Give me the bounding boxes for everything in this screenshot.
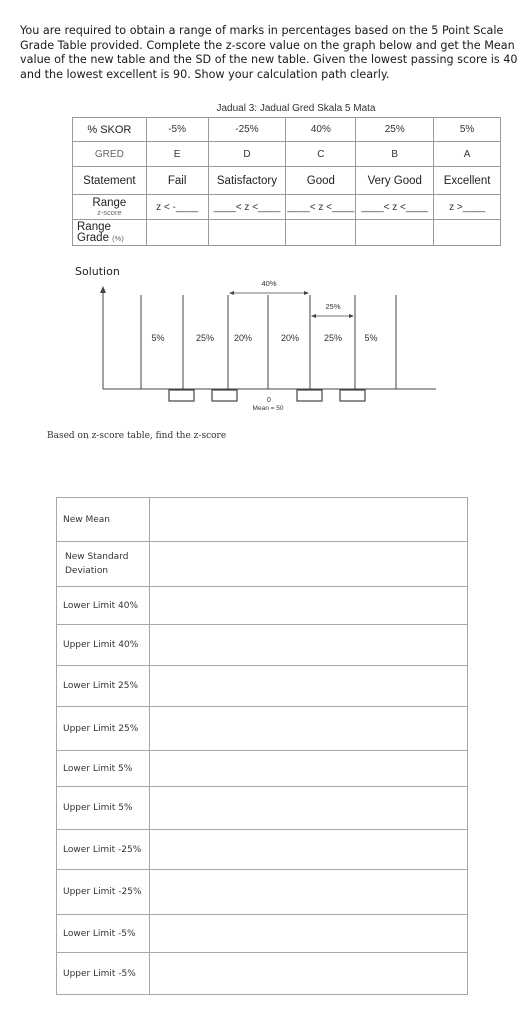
statement-cell: Very Good xyxy=(356,167,434,195)
solution-label: Solution xyxy=(75,265,120,278)
range-grade-row xyxy=(73,220,501,246)
zscore-blank-cell[interactable]: ____< z <____ xyxy=(286,195,356,220)
answer-field[interactable] xyxy=(150,498,468,542)
answer-field[interactable] xyxy=(150,587,468,625)
zscore-blank-cell[interactable]: ____< z <____ xyxy=(208,195,286,220)
segment-percent: 25% xyxy=(323,333,343,343)
zscore-sublabel: z-score xyxy=(97,207,122,217)
answer-field[interactable] xyxy=(150,707,468,751)
answer-row-label: Lower Limit 40% xyxy=(57,587,150,625)
answer-row-label: Lower Limit -5% xyxy=(57,915,150,953)
arrowhead xyxy=(304,291,309,295)
grade-cell: D xyxy=(208,142,286,167)
percent-cell: 40% xyxy=(286,118,356,142)
answer-row xyxy=(57,787,468,830)
answer-field[interactable] xyxy=(150,915,468,953)
zscore-answer-box[interactable] xyxy=(212,390,237,401)
grade-cell: A xyxy=(434,142,501,167)
percent-cell: -25% xyxy=(208,118,286,142)
gred-header: GRED xyxy=(73,142,147,167)
zero-label: 0 xyxy=(267,397,271,404)
range-grade-blank-cell[interactable] xyxy=(356,220,434,246)
y-axis-arrowhead xyxy=(100,286,106,293)
question-text: You are required to obtain a range of marks in percentages based on the 5 Point Scale Grade Table provided. Complete the z-score value on the graph below and get the Mean value of the new table and the SD of the new table. Given the lowest passing score is 40 and the lowest excellent is 90. Show your calculation path clearly. xyxy=(20,24,518,81)
z-score-instruction: Based on z-score table, find the z-score xyxy=(47,431,227,441)
answer-field[interactable] xyxy=(150,953,468,995)
answer-row xyxy=(57,953,468,995)
answer-row xyxy=(57,666,468,707)
answer-row xyxy=(57,625,468,666)
answer-row-label: Lower Limit 5% xyxy=(57,751,150,787)
answer-field[interactable] xyxy=(150,787,468,830)
range-grade-blank-cell[interactable] xyxy=(434,220,501,246)
answer-field[interactable] xyxy=(150,870,468,915)
answer-row xyxy=(57,751,468,787)
zscore-answer-box[interactable] xyxy=(169,390,194,401)
arrowhead xyxy=(229,291,234,295)
answer-field[interactable] xyxy=(150,666,468,707)
percent-cell: 5% xyxy=(434,118,501,142)
answer-row xyxy=(57,915,468,953)
skor-header: % SKOR xyxy=(73,118,147,142)
grade-row xyxy=(73,142,501,167)
answer-row-label: Upper Limit -5% xyxy=(57,953,150,995)
zscore-blank-cell[interactable]: z < -____ xyxy=(146,195,208,220)
answer-row xyxy=(57,587,468,625)
arrowhead xyxy=(349,314,354,318)
range-header xyxy=(73,195,147,220)
answer-field[interactable] xyxy=(150,751,468,787)
answer-row-label: New Mean xyxy=(57,498,150,542)
answer-row-label: Lower Limit 25% xyxy=(57,666,150,707)
grade-cell: B xyxy=(356,142,434,167)
answer-field[interactable] xyxy=(150,830,468,870)
range-grade-blank-cell[interactable] xyxy=(286,220,356,246)
percent-cell: 25% xyxy=(356,118,434,142)
statement-cell: Excellent xyxy=(434,167,501,195)
statement-header: Statement xyxy=(73,167,147,195)
answer-row xyxy=(57,830,468,870)
answer-row-label: New Standard Deviation xyxy=(57,542,150,587)
answer-row xyxy=(57,707,468,751)
statement-cell: Good xyxy=(286,167,356,195)
answer-row-label: Upper Limit -25% xyxy=(57,870,150,915)
answer-row-label: Upper Limit 5% xyxy=(57,787,150,830)
mean-label: Mean = 50 xyxy=(252,405,284,412)
range-grade-blank-cell[interactable] xyxy=(208,220,286,246)
zscore-answer-box[interactable] xyxy=(297,390,322,401)
range-grade-blank-cell[interactable] xyxy=(146,220,208,246)
grade-table-title: Jadual 3: Jadual Gred Skala 5 Mata xyxy=(216,103,376,114)
grade-cell: E xyxy=(146,142,208,167)
range-label: Range xyxy=(92,196,127,209)
segment-percent: 20% xyxy=(280,333,300,343)
zscore-row xyxy=(73,195,501,220)
segment-percent: 5% xyxy=(364,333,378,343)
answer-row xyxy=(57,498,468,542)
range-grade-label: Range Grade xyxy=(77,220,111,244)
segment-percent: 5% xyxy=(151,333,165,343)
segment-percent: 25% xyxy=(195,333,215,343)
grade-cell: C xyxy=(286,142,356,167)
answer-row-label: Upper Limit 25% xyxy=(57,707,150,751)
percent-cell: -5% xyxy=(146,118,208,142)
zscore-answer-box[interactable] xyxy=(340,390,365,401)
range-grade-unit: (%) xyxy=(112,233,124,243)
zscore-blank-cell[interactable]: z >____ xyxy=(434,195,501,220)
answer-row xyxy=(57,542,468,587)
answer-row-label: Lower Limit -25% xyxy=(57,830,150,870)
grade-distribution-diagram xyxy=(0,275,532,475)
percent-row xyxy=(73,118,501,142)
segment-percent: 20% xyxy=(233,333,253,343)
label-25-percent-mid: 25% xyxy=(325,302,341,311)
statement-cell: Fail xyxy=(146,167,208,195)
statement-row xyxy=(73,167,501,195)
statement-cell: Satisfactory xyxy=(208,167,286,195)
label-40-percent: 40% xyxy=(261,279,277,288)
answer-field[interactable] xyxy=(150,542,468,587)
arrowhead xyxy=(311,314,316,318)
zscore-blank-cell[interactable]: ____< z <____ xyxy=(356,195,434,220)
answer-row xyxy=(57,870,468,915)
range-grade-header xyxy=(73,220,147,246)
answer-table xyxy=(56,497,468,995)
grade-scale-table xyxy=(72,117,501,246)
answer-field[interactable] xyxy=(150,625,468,666)
answer-row-label: Upper Limit 40% xyxy=(57,625,150,666)
